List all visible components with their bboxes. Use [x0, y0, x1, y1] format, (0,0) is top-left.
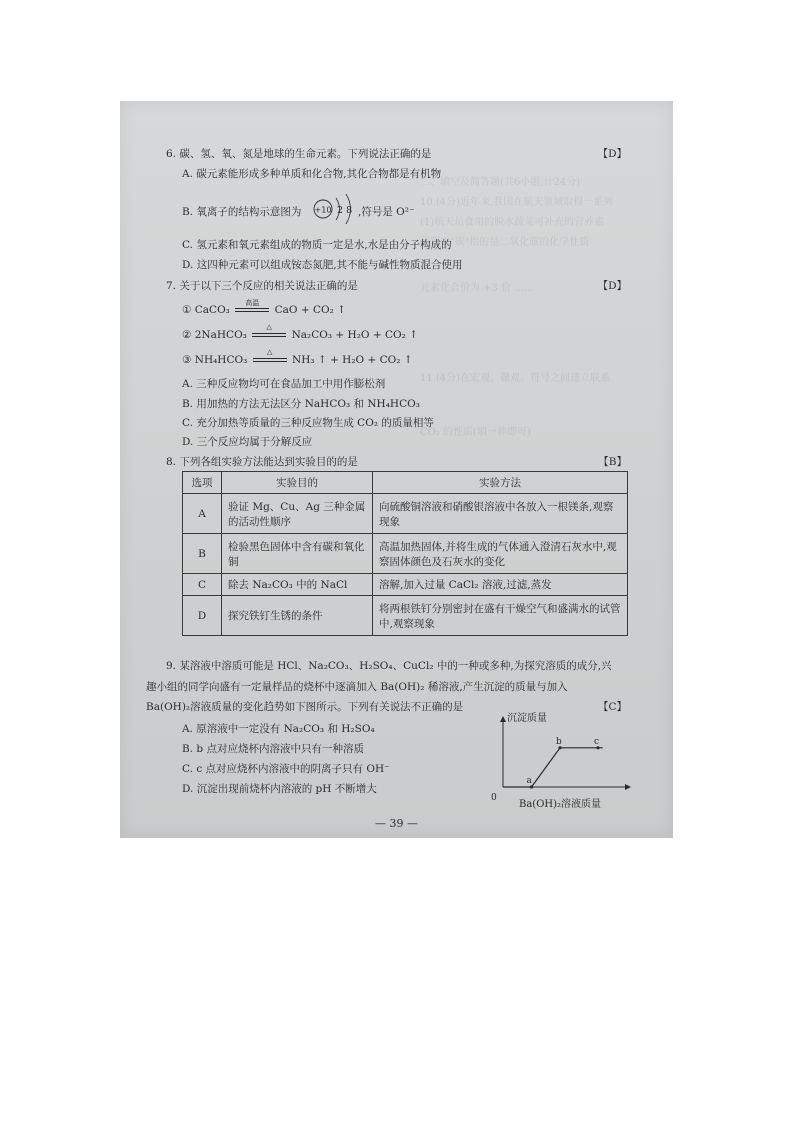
row-method: 溶解,加入过量 CaCl₂ 溶液,过滤,蒸发 [373, 574, 628, 596]
y-axis-label: 沉淀质量 [507, 713, 547, 724]
table-header-row [183, 472, 628, 494]
row-option: B [183, 534, 222, 574]
eq1-arrow [235, 299, 269, 312]
q7-answer: 【D】 [597, 280, 627, 292]
q6-answer: 【D】 [597, 148, 627, 160]
header-option: 选项 [183, 472, 222, 494]
row-purpose: 检验黑色固体中含有碳和氧化铜 [222, 534, 373, 574]
precipitate-mass-chart [475, 709, 635, 814]
electron-shells: 2 8 [337, 205, 353, 216]
q9-answer: 【C】 [597, 701, 627, 713]
header-method: 实验方法 [373, 472, 628, 494]
q7-equation-2 [182, 323, 418, 341]
q7-option-c: C. 充分加热等质量的三种反应物生成 CO₂ 的质量相等 [182, 417, 434, 429]
q9-line-3: Ba(OH)₂溶液质量的变化趋势如下图所示。下列有关说法不正确的是 [146, 701, 464, 713]
eq2-condition: △ [266, 323, 272, 331]
row-purpose: 探究铁钉生锈的条件 [222, 596, 373, 636]
q7-equation-3 [182, 348, 413, 366]
q9-option-a: A. 原溶液中一定没有 Na₂CO₃ 和 H₂SO₄ [182, 723, 375, 735]
q7-stem: 7. 关于以下三个反应的相关说法正确的是 [166, 280, 358, 292]
point-label-b: b [556, 736, 562, 747]
point-label-a: a [526, 776, 532, 786]
row-method: 高温加热固体,并将生成的气体通入澄清石灰水中,观察固体颜色及石灰水的变化 [373, 534, 628, 574]
q6-option-b-prefix: B. 氧离子的结构示意图为 [182, 206, 302, 218]
eq3-arrow [253, 348, 287, 362]
q8-answer: 【B】 [598, 456, 627, 468]
nucleus-charge: +10 [314, 205, 332, 215]
q6-option-a: A. 碳元素能形成多种单质和化合物,其化合物都是有机物 [182, 168, 442, 180]
header-purpose: 实验目的 [222, 472, 373, 494]
q9-option-c: C. c 点对应烧杯内溶液中的阴离子只有 OH⁻ [182, 763, 390, 775]
q8-stem: 8. 下列各组实验方法能达到实验目的的是 [166, 456, 358, 468]
table-row [183, 574, 628, 596]
scanned-page: 二、填空及简答题(共6小题,计24分) 10.(4分)近年来,我国在航天领域取得一系列 (1)航天员食用的脱水蔬菜可补充的营养素 装置中"碳"指的是二氧化碳的化学性质 元素化合价为 +3 价 …… 11.(4分)在宏观、微观、符号之间建立联系 CO₂ 的性质(填一种即可) 6. 碳、氢、氧、氮是地球的生命元素。下列说法正确的是 【D】 A. 碳元素能形成多种单质和化合物,其化合物都是有机物 B. 氧离子的结构示意图为 +10 2 8 ,符号是 O²⁻ C. 氢元素和氧元素组成的物质一定是水,水是由分子构成的 D. 这四种元素可以组成铵态氮肥,其不能与碱性物质混合使用 7. 关于以下三个反应的相关说法正确的是 【D】 ① CaCO₃ 高温 CaO + CO₂ ↑ ② 2NaHCO₃ △ Na₂CO₃ + H₂O + CO₂ ↑ ③ NH₄HCO₃ △ NH₃ ↑ + H₂O + CO₂ ↑ A. 三种反应物均可在食品加工中用作膨松剂 B. 用加热的方法无法区分 NaHCO₃ 和 NH₄HCO₃ C. 充分加热等质量的三种反应物生成 CO₂ 的质量相等 D. 三个反应均属于分解反应 8. 下列各组实验方法能达到实验目的的是 【B】 选项 实验目的 实验方法 A 验证 Mg、Cu、Ag 三种金属的活动性顺序 向硫酸铜溶液和硝酸银溶液中各放入一根镁条,观察现象 B 检验黑色固体中含有碳和氧化铜 高温加热固体,并将生成的气体通入澄清石灰水中,观察固体颜色及石灰水的变化 C 除去 Na₂CO₃ 中的 NaCl 溶解,加入过量 CaCl₂ 溶液,过滤,蒸发 D 探究铁钉生锈的条件 将两根铁钉分别密封在盛有干燥空气和盛满水的试管中,观察现象 9. 某溶液中溶质可能是 HCl、Na₂CO₃、H₂SO₄、CuCl₂ 中的一种或多种,为探究溶质的成分,兴 趣小组的同学向盛有一定量样品的烧杯中逐滴加入 Ba(OH)₂ 稀溶液,产生沉淀的质量与加入 Ba(OH)₂溶液质量的变化趋势如下图所示。下列有关说法不正确的是 【C】 A. 原溶液中一定没有 Na₂CO₃ 和 H₂SO₄ B. b 点对应烧杯内溶液中只有一种溶质 C. c 点对应烧杯内溶液中的阴离子只有 OH⁻ D. 沉淀出现前烧杯内溶液的 pH 不断增大 沉淀质量 Ba(OH)₂溶液质量 0 a b c — 39 — [120, 101, 673, 838]
q9-line-1: 9. 某溶液中溶质可能是 HCl、Na₂CO₃、H₂SO₄、CuCl₂ 中的一种或多种,为探究溶质的成分,兴 [166, 660, 612, 672]
q6-option-b [182, 204, 301, 219]
eq2-products: Na₂CO₃ + H₂O + CO₂ ↑ [291, 329, 418, 341]
experiment-table [182, 471, 628, 636]
row-option: D [183, 596, 222, 636]
x-axis-label: Ba(OH)₂溶液质量 [519, 799, 602, 810]
q7-option-a: A. 三种反应物均可在食品加工中用作膨松剂 [182, 378, 386, 390]
table-row [183, 596, 628, 636]
table-row [183, 494, 628, 534]
eq3-products: NH₃ ↑ + H₂O + CO₂ ↑ [292, 354, 413, 366]
eq1-condition: 高温 [245, 299, 260, 307]
row-option: A [183, 494, 222, 534]
q6-stem: 6. 碳、氢、氧、氮是地球的生命元素。下列说法正确的是 [166, 148, 432, 160]
eq2-reactant: ② 2NaHCO₃ [182, 329, 247, 341]
row-option: C [183, 574, 222, 596]
series-line [503, 748, 603, 787]
q6-option-b-suffix: ,符号是 O²⁻ [358, 206, 415, 218]
origin-label: 0 [491, 793, 497, 803]
table-row [183, 534, 628, 574]
page-number: — 39 — [375, 817, 418, 830]
eq3-condition: △ [266, 348, 273, 356]
q6-option-c: C. 氢元素和氧元素组成的物质一定是水,水是由分子构成的 [182, 239, 452, 251]
row-method: 将两根铁钉分别密封在盛有干燥空气和盛满水的试管中,观察现象 [373, 596, 628, 636]
eq1-products: CaO + CO₂ ↑ [274, 304, 346, 316]
q9-option-b: B. b 点对应烧杯内溶液中只有一种溶质 [182, 743, 364, 755]
row-purpose: 验证 Mg、Cu、Ag 三种金属的活动性顺序 [222, 494, 373, 534]
q9-option-d: D. 沉淀出现前烧杯内溶液的 pH 不断增大 [182, 783, 377, 795]
eq3-reactant: ③ NH₄HCO₃ [182, 354, 248, 366]
q7-equation-1 [182, 299, 346, 316]
eq1-reactant: ① CaCO₃ [182, 304, 230, 316]
q6-option-d: D. 这四种元素可以组成铵态氮肥,其不能与碱性物质混合使用 [182, 259, 463, 271]
point-label-c: c [594, 736, 600, 747]
row-method: 向硫酸铜溶液和硝酸银溶液中各放入一根镁条,观察现象 [373, 494, 628, 534]
row-purpose: 除去 Na₂CO₃ 中的 NaCl [222, 574, 373, 596]
q7-option-b: B. 用加热的方法无法区分 NaHCO₃ 和 NH₄HCO₃ [182, 398, 420, 410]
eq2-arrow [252, 323, 286, 337]
q9-line-2: 趣小组的同学向盛有一定量样品的烧杯中逐滴加入 Ba(OH)₂ 稀溶液,产生沉淀的质量与加入 [146, 681, 568, 693]
q7-option-d: D. 三个反应均属于分解反应 [182, 436, 313, 448]
